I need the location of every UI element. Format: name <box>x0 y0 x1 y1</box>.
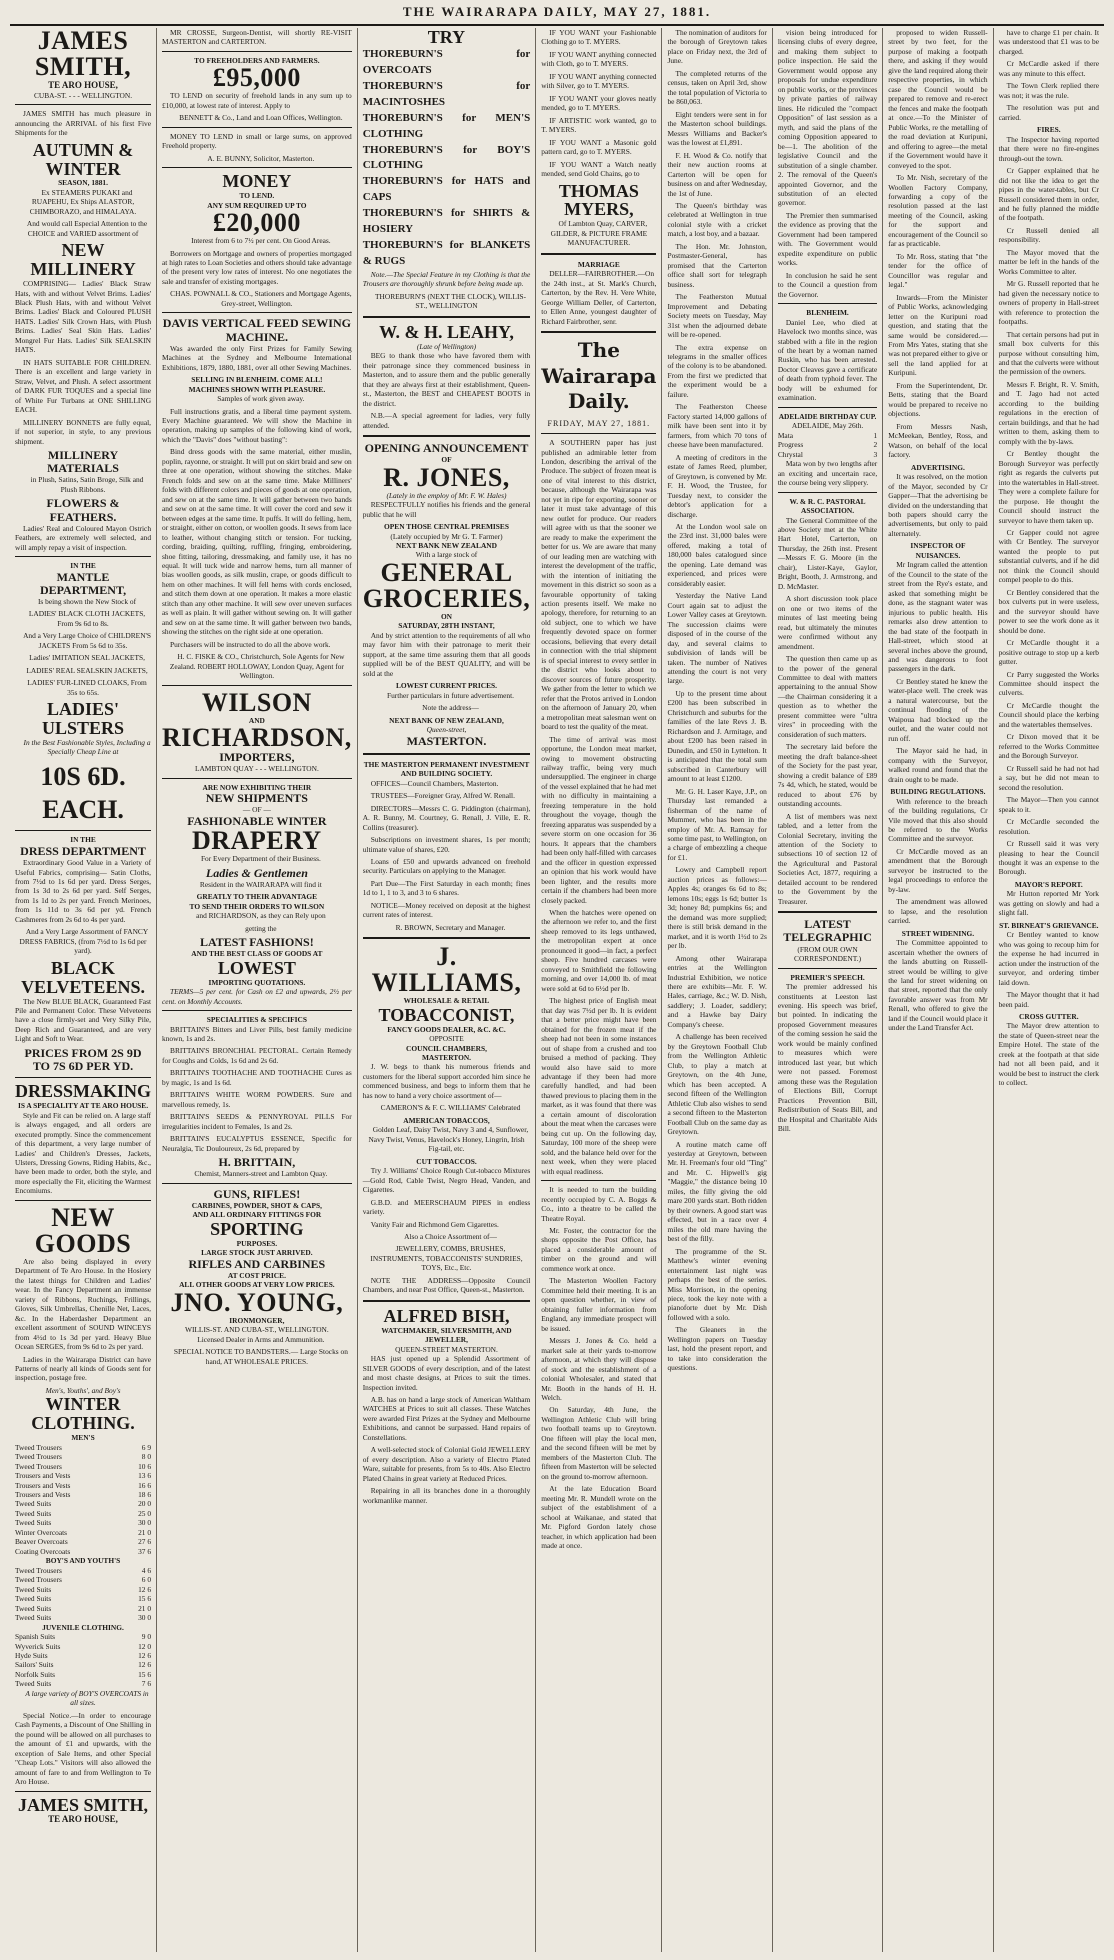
price-item: Tweed Suits <box>15 1499 52 1509</box>
price-value: 10 6 <box>138 1461 152 1471</box>
price-value: 20 0 <box>138 1499 152 1509</box>
price-row <box>15 1651 151 1660</box>
bish-heading: ALFRED BISH, <box>383 1305 510 1326</box>
price-row <box>15 1490 151 1499</box>
price-item: Tweed Trousers <box>15 1452 62 1462</box>
price-item: Mata <box>777 430 794 440</box>
wilson-heading: WILSON <box>201 687 312 717</box>
latest-telegraphic-heading: LATEST TELEGRAPHIC <box>783 917 872 945</box>
race-results <box>778 431 877 459</box>
velveteens-heading: VELVETEENS. <box>21 976 145 997</box>
price-item: Tweed Suits <box>15 1508 52 1518</box>
adelaide-heading: ADELAIDE BIRTHDAY CUP. <box>778 411 877 421</box>
price-row <box>15 1585 151 1594</box>
column-8: have to charge £1 per chain. It was understood that £1 was to be charged. Cr McCardle asked if there was any minute to this effect. The Town Clerk replied there was not; it was the rule. The resolution was put and carried. FIRES. The Inspector having reported that there were no fire-engines through-out the town. Cr Gapper explained that he did not like the idea to get the pipes in the water-tables, but Cr Russell considered them in order, and he fully planned the middle of the footpath. Cr Russell denied all responsibility. The Mayor moved that the matter be left in the hands of the Works Committee to alter. Mr G. Russell reported that he had given the necessary notice to owners of property in Hall-street with reference to protection the footpaths. That certain persons had put in small box culverts for this purpose without consulting him, and that the culverts were without the permission of the owners. Messrs F. Bright, R. V. Smith, and T. Jago had not acted according to the building regulations in the erection of certain buildings, and that he had written to them, asking them to comply with the by-laws. Cr Bentley thought the Borough Surveyor was perfectly right as regards the culverts put into the watertables in Hall-street. They were a complete failure for the purpose. He thought the Council should instruct the surveyor to have them taken up. Cr Gapper could not agree with Cr Bentley. The surveyor wanted the people to put substantial culverts, and if he did not think the Council should compel people to do this. Cr Bentley considered that the box culverts put in were useless, and the surveyor should have power to see the work done as it should be done. Cr McCardle thought it a positive outrage to stop up a kerb gutter. Cr Parry suggested the Works Committee should inspect the culverts. Cr McCardle thought the Council should place the kerbing and the watertables themselves. Cr Dixon moved that it be referred to the Works Committee and the Borough Surveyor. Cr Russell said he had not had a say, but he did not mean to second the resolution. The Mayor—Then you cannot speak to it. Cr McCardle seconded the resolution. Cr Russell said it was very pleasing to hear the Council thought it was an expense to the Borough. MAYOR'S REPORT. Mr Hutton reported Mr York was getting on slowly and had a slight fall. ST. BIRNEAT'S GRIEVANCE. Cr Bentley wanted to know who was going to recoup him for the expense he had incurred in action under the instruction of the surveyor, and ordering timber laid down. The Mayor thought that it had been paid. CROSS GUTTER. The Mayor drew attention to the state of Queen-street near the Empire Hotel. The state of the creek at the footpath at that side had not all been paid, and it would be best to instruct the clerk to collect. <box>998 28 1099 1088</box>
price-value: 4 6 <box>141 1565 152 1575</box>
price-row <box>15 1594 151 1603</box>
price-row <box>778 450 877 459</box>
price-value: 2 <box>873 440 878 450</box>
millinery-heading: MILLINERY <box>30 259 136 280</box>
price-item: Norfolk Suits <box>15 1669 56 1679</box>
price-row <box>15 1604 151 1613</box>
price-value: 21 0 <box>138 1527 152 1537</box>
price-row <box>15 1632 151 1641</box>
leahy-heading: W. & H. LEAHY, <box>379 321 514 342</box>
price-value: 8 0 <box>141 1452 152 1462</box>
premier-heading: PREMIER'S SPEECH. <box>790 972 865 982</box>
price-row <box>15 1528 151 1537</box>
column-7: proposed to widen Russell-street by two feet, for the purpose of making a footpath there, and asking if they would give the land required along their respective properties, in which case the Council would be prepared to remove and re-erect the fences and make the footpath at once.—To the Minister of Public Works, re the metalling of the road deviation at Kuripuni, and offering to agree—the metal if the Government would have it conveyed to the spot. To Mr. Nish, secretary of the Woollen Factory Company, forwarding a copy of the resolution passed at the last meeting of the Council, asking for the support and encouragement of the Council so far as practicable. To Mr. Ross, stating that "the tender for the office of Councillor was regular and legal." Inwards—From the Minister of Public Works, acknowledging letter on the Kuripuni road question, and stating that the same would be considered.—From Mrs Yates, stating that she was not prepared either to give or sell the land applied for at Kuripuni. From the Superintendent, Dr. Betts, stating that the Board would be prepared to receive no objections. From Messrs Nash, McMeekan, Bentley, Ross, and Watson, on behalf of the local factory. ADVERTISING. It was resolved, on the motion of the Mayor, seconded by Cr Gapper—That the advertising be divided on the understanding that both papers should carry the advertisements, but only to paid alternately. INSPECTOR OF NUISANCES. Mr Ingram called the attention of the Council to the state of the street from the Rye's estate, and asked that something might be done, as the stagnant water was injurious to public health. His remarks also drew attention to the bad state of the footpath in Hall-street, which stood at several inches above the ground, and was dangerous to foot passengers in the dark. Cr Bentley stated he knew the water-place well. The creek was a natural watercourse, but the continual flooding of the Waipoua had blocked up the outlet, and the water could not run off. The Mayor said he had, in company with the Surveyor, walked round and found that the drain ought to be made. BUILDING REGULATIONS. With reference to the breach of the building regulations, Cr Vile moved that this also should be referred to the Works Committee and the surveyor. Cr McCardle moved as an amendment that the Borough surveyor be instructed to the legal proceedings to enforce the by-law. The amendment was allowed to lapse, and the resolution carried. STREET WIDENING. The Committee appointed to ascertain whether the owners of the lands abutting on Russell-street would be willing to give the land for street widening on that street, reported that the only favorable answer was from Mr Renall, who offered to give the land if the Council would place it under the Land Transfer Act. <box>883 28 993 1952</box>
price-row <box>15 1518 151 1527</box>
price-item: Chrystal <box>777 449 803 459</box>
column-5: The nomination of auditors for the borough of Greytown takes place on Friday next, the 3rd of June. The completed returns of the census, taken on April 3rd, show the total population of Victoria to be 860,063. Eight tenders were sent in for the Masterton school buildings. Messrs Williams and Backer's was the lowest at £1,891. F. H. Wood & Co. notify that their new auction rooms at Carterton will be open for business on and after Wednesday, the 1st of June. The Queen's birthday was celebrated at Wellington in true colonial style with a cricket match, a lost boy, and a bazaar. The Hon. Mr. Johnston, Postmaster-General, has promised that the Carterton office shall sort for telegraph business. The Featherston Mutual Improvement and Debating Society meets on Tuesday, May 31st when the adjourned debate will be re-opened. The extra expense on telegrams in the smaller offices of the colony is to be abandoned. From the first we predicted that the experiment would be a failure. The Featherston Cheese Factory started 14,000 gallons of milk have been sent into it by farmers, from which 70 tons of cheese have been manufactured. A meeting of creditors in the estate of James Reed, plumber, of Greytown, is convened by Mr. F. H. Wood, the Trustee, for Tuesday next, to consider the debtor's application for a discharge. At the London wool sale on the 23rd inst. 31,000 bales were offered, making a total of 180,000 bales catalogued since the opening. Late demand was experienced, and prices were considerably easier. Yesterday the Native Land Court again sat to adjust the Lower Valley cases at Greytown. The succession claims were disposed of in the course of the day, and several claims to subdivision of lands will be taken. The number of Natives attending the court is not very large. Up to the present time about £200 has been subscribed in Christchurch and suburbs for the families of the late Revs J. B. Richardson and J. Armitage, and about £200 has been raised in Dunedin, and £50 in Lyttelton. It is anticipated that the total sum subscribed in Canterbury will amount to at least £1200. Mr. G. H. Laser Kaye, J.P., on Thursday last remanded a fisherman of the name of Mummer, who has been in the employ of Mr. A. Ramsay for some time past, to Wellington, on a charge of embezzling a cheque for £1. Lowry and Campbell report auction prices as follows:—Apples 4s; oranges 6s 6d to 8s; lemons 10s; eggs 1s 6d; butter 1s 3d; honey 8d; pumpkins 6s; and the demand was more supplied; there is still brisk demand in the market, and it is worth 1½d to 2s per lb. Among other Wairarapa entries at the Wellington Industrial Exhibition, we notice there are exhibits—Mr. F. W. Hales, carriage, &c.; W. D. Nish, saddlery; J. Loader, saddlery; and a Hawke bay Dairy Company's cheese. A challenge has been received by the Greytown Football Club from the Wellington Athletic Club, to play a match at Greytown, on the 4th June, which has been accepted. A second fifteen of the Wellington Athletic Club also wishes to send a second fifteen to the Masterton Football Club on the same day as Greytown. A routine match came off yesterday at Greytown, between Mr. H. Freeman's four old "Ting" and Mr. C. Hipwell's gig "Maggie," the distance being 10 miles, the filly giving the old mare 200 yards start. Both ridden by their owners. A good start was effected, but in a race over 4 miles the old mare having the best of the filly. The programme of the St. Matthew's winter evening entertainment last night was perhaps the best of the series. Miss Morrison, in the opening piece, took the key note with a pianoforte duet by Mr. Dish followed with a solo. The Gleaners in the Wellington papers on Tuesday last, hold the present report, and to take into consideration the questions. <box>662 28 772 1952</box>
price-item: Trousers and Vests <box>15 1480 71 1490</box>
price-value: 16 6 <box>138 1480 152 1490</box>
paper-date: FRIDAY, MAY 27, 1881. <box>547 418 651 428</box>
price-row <box>15 1462 151 1471</box>
price-row <box>15 1481 151 1490</box>
price-value: 3 <box>873 449 878 459</box>
price-row <box>15 1452 151 1461</box>
price-value: 6 0 <box>141 1575 152 1585</box>
try-heading: TRY <box>427 27 466 47</box>
jones-heading: R. JONES, <box>383 462 510 492</box>
dressmaking-heading: DRESSMAKING <box>15 1081 152 1102</box>
price-value: 6 9 <box>141 1442 152 1452</box>
mens-price-list <box>15 1443 151 1557</box>
price-row <box>15 1547 151 1556</box>
price-row <box>15 1499 151 1508</box>
drapery-heading: DRAPERY <box>192 826 322 856</box>
price-row <box>15 1443 151 1452</box>
masthead <box>10 0 1104 26</box>
myers-heading: THOMAS MYERS, <box>558 180 639 220</box>
column-1: JAMES SMITH, TE ARO HOUSE, CUBA-ST. - - - WELLINGTON. JAMES SMITH has much pleasure in announcing the ARRIVAL of his first Five Shipments for the AUTUMN & WINTER SEASON, 1881. Ex STEAMERS PUKAKI and RUAPEHU, Ex Ships ALASTOR, CHIMBORAZO, and HIMALAYA. And would call Especial Attention to the CHOICE and VARIED assortment of NEW MILLINERY COMPRISING— Ladies' Black Straw Hats, with and without Velvet Brims. Ladies' Black Plush Hats, with and without Velvet Brims. Ladies' Black and Coloured PLUSH HATS. Ladies' Silk Crown Hats, with Plush Brims. Ladies' Seal Skin Hats. Ladies' Mongrel Fur Hats. Ladies' Silk SEALSKIN HATS. IN HATS SUITABLE FOR CHILDREN. There is an excellent and large variety in Straw, Velvet, and Plush. A select assortment of DARK FUR TOQUES and a special line of White Fur Turbans at ONE SHILLING EACH. MILLINERY BONNETS are fully equal, if not superior, in style, to any previous shipment. MILLINERY MATERIALS in Plush, Satins, Satin Broge, Silk and Plush Ribbons. FLOWERS & FEATHERS. Ladies' Real and Coloured Mayon Ostrich Feathers, are extremely well selected, and will amply repay a visit of inspection. IN THE MANTLE DEPARTMENT, Is being shown the New Stock of LADIES' BLACK CLOTH JACKETS, From 9s 6d to 8s. And a Very Large Choice of CHILDREN'S JACKETS From 5s 6d to 35s. Ladies' IMITATION SEAL JACKETS, LADIES' REAL SEALSKIN JACKETS, LADIES' FUR-LINED CLOAKS, From 35s to 65s. LADIES' ULSTERS In the Best Fashionable Styles, Including a Specially Cheap Line at 10S 6D. EACH. IN THE DRESS DEPARTMENT Extraordinary Good Value in a Variety of Useful Fabrics, comprising— Satin Cloths, from 7½d to 1s 6d per yard. Dress Serges, from 1s 3d to 2s 6d per yard. Self Serges, from 1s 1d to 2s per yard. French Merinoes, from 1s 11d to 3s 6d per yd. French Cashmeres from 2s 6d to 4s per yard. And a Very Large Assortment of FANCY DRESS FABRICS, (from 7½d to 1s 6d per yard). BLACK VELVETEENS. The New BLUE BLACK, Guaranteed Fast Pile and Permanent Color. These Velveteens have a close firmly-set and Very Silky Pile, Deep Rich and Guaranteed, and are very Light and Soft to Wear. PRICES FROM 2S 9D TO 7S 6D PER YD. DRESSMAKING IS A SPECIALITY AT TE ARO HOUSE. Style and Fit can be relied on. A large staff is always engaged, and all orders are executed promptly. Since the commencement of this department, a very large number of Ladies' and Children's Dresses, Jackets, Ulsters, Dressing Gowns, Riding Habits, &c., have been made to order, both the style, and more especially the Fit, eliciting the Warmest Encomiums. NEW GOODS Are also being displayed in every Department of Te Aro House. In the Hosiery the latest things for Children and Ladies' wear. In the Fancy Department an immense variety of Ribbons, Ruchings, Frillings, Gloves, Silk Umbrellas, Chenille Net, Laces, &c. In the Haberdasher Department an excellent assortment of SOUND WINCEYS from 4½d to 1s 3d per yard. Heavy Blue Ocean SERGES, from 9s 6d to 2s per yard. Ladies in the Wairarapa District can have Patterns of nearly all kinds of Goods sent for inspection, postage free. Men's, Youths', and Boy's WINTER CLOTHING. MEN'S Tweed Trousers 6 9 Tweed Trousers 8 0 Tweed Trousers 10 6 Trousers and Vests 13 6 Trousers and Vests 16 6 Trousers and Vests 18 6 Tweed Suits 20 0 Tweed Suits 25 0 Tweed Suits 30 0 Winter Overcoats 21 0 Beaver Overcoats 27 6 Coating Overcoats 37 6 BOY'S AND YOUTH'S Tweed Trousers 4 6 Tweed Trousers 6 0 Tweed Suits 12 6 Tweed Suits 15 6 Tweed Suits 21 0 Tweed Suits 30 0 JUVENILE CLOTHING. Spanish Suits 9 0 Wyverick Suits 12 0 Hyde Suits 12 6 Sailors' Suits 12 6 Norfolk Suits 15 6 Tweed Suits 7 6 A large variety of BOY'S OVERCOATS in all sizes. Special Notice.—In order to encourage Cash Payments, a Discount of One Shilling in the pound will be allowed on all purchases to the amount of £1 and upwards, with the exception of Sale Items, and other Special "Cheap Lots." Visitors will also allowed the amount of fare to and from Wellington to Te Aro House. JAMES SMITH, TE ARO HOUSE, <box>10 28 157 1952</box>
price-item: Beaver Overcoats <box>15 1537 68 1547</box>
thoreburn-line: THOREBURN'S for MACINTOSHES <box>362 79 531 108</box>
price-item: Tweed Trousers <box>15 1565 62 1575</box>
thoreburn-list <box>363 47 531 270</box>
davis-heading: DAVIS VERTICAL FEED SEWING MACHINE. <box>162 316 351 344</box>
blenheim-heading: BLENHEIM. <box>806 308 849 318</box>
clothing-heading: CLOTHING. <box>31 1413 135 1434</box>
price-value: 12 6 <box>138 1660 152 1670</box>
price-item: Tweed Suits <box>15 1603 52 1613</box>
price-item: Tweed Suits <box>15 1518 52 1528</box>
columns <box>10 28 1104 1952</box>
thoreburn-line: THOREBURN'S for BLANKETS & RUGS <box>362 239 531 268</box>
boys-price-list <box>15 1566 151 1623</box>
new-goods-heading: NEW GOODS <box>34 1202 132 1258</box>
price-value: 7 6 <box>141 1679 152 1689</box>
column-2: MR CROSSE, Surgeon-Dentist, will shortly RE-VISIT MASTERTON and CARTERTON. TO FREEHOLDERS AND FARMERS. £95,000 TO LEND on security of freehold lands in any sum up to £10,000, at lowest rate of interest. Apply to BENNETT & Co., Land and Loan Offices, Wellington. MONEY TO LEND in small or large sums, on approved Freehold property. A. E. BUNNY, Solicitor, Masterton. MONEY TO LEND. ANY SUM REQUIRED UP TO £20,000 Interest from 6 to 7½ per cent. On Good Areas. Borrowers on Mortgage and owners of properties mortgaged at high rates to Loan Societies and others should take advantage of the present very low rates of interest. No one negotiates the sale and transfer of existing mortgages. CHAS. POWNALL & CO., Stationers and Mortgage Agents, Grey-street, Wellington. DAVIS VERTICAL FEED SEWING MACHINE. Was awarded the only First Prizes for Family Sewing Machines at the Sydney and Melbourne International Exhibitions, 1879, 1880, 1881, over all other Sewing Machines. SELLING IN BLENHEIM. COME ALL! MACHINES SHOWN WITH PLEASURE. Samples of work given away. Full instructions gratis, and a liberal time payment system. Every Machine guaranteed. We will show the Machine in operation, making up samples of the following kind of work, which the "Davis" does "without basting": Bind dress goods with the same material, either muslin, poplin, rayonne, or straight. It will put on skirt braid and sew on three at one operation, without showing the stitches. Make French folds and sew on at the same time. Make Milliners' folds with different colors and pieces of goods at one operation, and sew on at the same time. It will gather between two bands and sew on at the same time. It will cover the cord and sew it between edges at the same time. It puffs. It will do felling, hem, or straight, either on cotton, or woollen goods. It sews from lace to leather, without changing stitch or tension. For tucking, cording, braiding, quilting, ruffling, fringing, embroidering, shoe fitting, tailoring, dressmaking, and family use, it has no equal. It will tuck wide and narrow hems, turn all manner of bias woollen goods, as silk muslin, crape, or goods difficult to hem on other machines. It will fell hems with cords enclosed, and stitch them down at one operation. It makes a more elastic stitch than any other machine. It will sew over uneven surfaces as well as plain. It will gather without sewing on. It will gather and sew on at the same time. It will gather between two bands, showing the stitches on the right side at one operation. Purchasers will be instructed to do all the above work. H. C. FISKE & CO., Christchurch, Sole Agents for New Zealand. ROBERT HOLLOWAY, London Quay, Agent for Wellington. WILSON AND RICHARDSON, IMPORTERS, LAMBTON QUAY - - - WELLINGTON. ARE NOW EXHIBITING THEIR NEW SHIPMENTS — OF — FASHIONABLE WINTER DRAPERY For Every Department of their Business. Ladies & Gentlemen Resident in the WAIRARAPA will find it GREATLY TO THEIR ADVANTAGE TO SEND THEIR ORDERS TO WILSON and RICHARDSON, as they can Rely upon getting the LATEST FASHIONS! AND THE BEST CLASS OF GOODS AT LOWEST IMPORTING QUOTATIONS. TERMS—5 per cent. for Cash on £2 and upwards, 2½ per cent. on Monthly Accounts. SPECIALITIES & SPECIFICS BRITTAIN'S Bitters and Liver Pills, best family medicine known, 1s and 2s. BRITTAIN'S BRONCHIAL PECTORAL. Certain Remedy for Coughs and Colds, 1s 6d and 2s 6d. BRITTAIN'S TOOTHACHE AND TOOTHACHE Cures as by magic, 1s and 1s 6d. BRITTAIN'S WHITE WORM POWDERS. Sure and marvellous remedy, 1s. BRITTAIN'S SEEDS & PENNYROYAL PILLS For irregularities incident to Females, 1s and 2s. BRITTAIN'S EUCALYPTUS ESSENCE, Specific for Neuralgia, Tic Douloureux, 2s 6d, prepared by H. BRITTAIN, Chemist, Manners-street and Lambton Quay. GUNS, RIFLES! CARBINES, POWDER, SHOT & CAPS, AND ALL ORDINARY FITTINGS FOR SPORTING PURPOSES. LARGE STOCK JUST ARRIVED. RIFLES AND CARBINES AT COST PRICE. ALL OTHER GOODS AT VERY LOW PRICES. JNO. YOUNG, IRONMONGER, WILLIS-ST. AND CUBA-ST., WELLINGTON. Licensed Dealer in Arms and Ammunition. SPECIAL NOTICE TO BANDSTERS.— Large Stocks on hand, AT WHOLESALE PRICES. <box>157 28 358 1952</box>
price-value: 21 0 <box>138 1603 152 1613</box>
thoreburn-line: THOREBURN'S for SHIRTS & HOSIERY <box>362 207 531 236</box>
price-item: Tweed Trousers <box>15 1442 62 1452</box>
paper-title: The Wairarapa Daily. <box>541 338 657 414</box>
price-value: 12 6 <box>138 1650 152 1660</box>
price-value: 12 0 <box>138 1641 152 1651</box>
marriage-heading: MARRIAGE <box>577 259 620 269</box>
price-item: Winter Overcoats <box>15 1527 68 1537</box>
price-row <box>15 1660 151 1669</box>
pastoral-heading: W. & R. C. PASTORAL ASSOCIATION. <box>789 496 866 516</box>
column-4: IF YOU WANT your Fashionable Clothing go to T. MYERS. IF YOU WANT anything connected with Cloth, go to T. MYERS. IF YOU WANT anything connected with Silver, go to T. MYERS. IF YOU WANT your gloves neatly mended, go to T. MYERS. IF ARTISTIC work wanted, go to T. MYERS. IF YOU WANT a Masonic gold pattern card, go to T. MYERS. IF YOU WANT a Watch neatly mended, send Gold Chains, go to THOMAS MYERS, Of Lambton Quay, CARVER, GILDER, & PICTURE FRAME MANUFACTURER. MARRIAGE DELLER—FAIRBROTHER.—On the 24th inst., at St. Mark's Church, Carterton, by the Rev. H. Vere White, George William Deller, of Carterton, to Ellen Anne, youngest daughter of Richard Fairbrother, senr. The Wairarapa Daily. FRIDAY, MAY 27, 1881. A SOUTHERN paper has just published an admirable letter from London, describing the arrival of the Produce. The subject of frozen meat is one of vital interest to this district, because, although the Wairarapa was not yet in ripe for exporting, sooner or later it must take advantage of this new outlet for produce. Our readers will agree with us that the sooner we are ready to make the experiment the better for us. We are aware that many of our leading men are watching with interest the development of the traffic, with the intention of initiating the movement in this district so soon as a favourable opportunity of taking action presents itself. We make no apology, therefore, for returning to an old subject, one to which we have frequently devoted space on former occasions, believing that every detail in connection with the trial shipment is of special interest to every settler in the district who looks about to discover sources of future prosperity. We gather from the letter to which we refer that the Protos arrived in London on the afternoon of January 20, when a metropolitan meat salesman went on board to test the quality of the meat. The time of arrival was most opportune, the London meat market, owing to movement obstructing railway traffic, being very much undersupplied. The engineer in charge of the vessel explained that he had met with no difficulty in maintaining a freezing temperature in the hold throughout the voyage, though the freezing apparatus was suspended by a severe storm on one occasion for 36 hours. It appears that the chambers had been only half-filled with carcases and the officer in question expressed an opinion that his work would have been lighter, and the results more certain if the chambers had been more closely packed. When the hatches were opened on the afternoon we refer to, and the first sheep removed to its legs unthawed, the metropolitan expert at once pronounced it good—in fact, a perfect sheep. Five hundred carcases were conveyed to Smithfield the following morning, and over 14,000 lb. of meat were sold at 6d to 6½d per lb. The highest price of English meat that day was 7½d per lb. It is evident that a better price might have been obtained for the frozen meat if the sheep had not been in some instances out of shape from a crushed and too bruised a method of packing. They would also have said to more advantage if they been had more carefully handled, and had been thawed previous to placing them in the market, as it was found that there was a certain amount of discoloration about the meat when the carcases were being cut up. On the following day, Saturday, 100 more of the sheep were sold, and the balance held over for the next week, when they were placed with equal readiness. It is needed to turn the building recently occupied by C. A. Boggs & Co., into a theatre to be called the Theatre Royal. Mr. Foster, the contractor for the shops opposite the Post Office, has placed a considerable amount of timber on the ground and will commence work at once. The Masterton Woollen Factory Committee held their meeting. It is an open question whether, in view of obtaining fuller information from England, any immediate prospect will be issued. Messrs J. Jones & Co. held a market sale at their yards to-morrow afternoon, at which they will dispose of stock and the establishment of a colonial Wholesaler, and stated that Mr. Booth in the hands of H. H. Welch. On Saturday, 4th June, the Wellington Athletic Club will bring two football teams up to Greytown. One fifteen will play the local men, and the second fifteen will be met by members of the Masterton Club. The fifteen from Masterton will be selected on the ground to-morrow afternoon. At the late Education Board meeting Mr. R. Mundell wrote on the subject of the establishment of a school at Waikanae, and stated that Mr. Pigford Gordon lately chose teacher, in which application had been made at once. <box>536 28 662 1952</box>
price-row <box>15 1575 151 1584</box>
price-item: Sailors' Suits <box>15 1660 54 1670</box>
williams-heading: J. WILLIAMS, <box>371 942 522 998</box>
money-heading: MONEY <box>222 171 292 192</box>
juvenile-price-list <box>15 1632 151 1689</box>
thoreburn-line: THOREBURN'S for MEN'S CLOTHING <box>362 111 531 140</box>
price-row <box>15 1537 151 1546</box>
price-row <box>778 440 877 449</box>
price-item: Coating Overcoats <box>15 1546 71 1556</box>
thoreburn-line: THOREBURN'S for HATS and CAPS <box>362 175 531 204</box>
price-item: Tweed Suits <box>15 1679 52 1689</box>
price-value: 15 6 <box>138 1594 152 1604</box>
price-value: 1 <box>873 430 878 440</box>
price-value: 30 0 <box>138 1613 152 1623</box>
price-item: Wyverick Suits <box>15 1641 61 1651</box>
price-row <box>15 1509 151 1518</box>
thoreburn-line: THOREBURN'S for BOY'S CLOTHING <box>362 143 531 172</box>
price-value: 12 6 <box>138 1584 152 1594</box>
price-item: Trousers and Vests <box>15 1490 71 1499</box>
price-item: Tweed Suits <box>15 1594 52 1604</box>
price-row <box>15 1679 151 1688</box>
guns-heading: GUNS, RIFLES! <box>213 1186 301 1201</box>
ad-smith-name: JAMES SMITH, <box>34 26 132 81</box>
price-value: 9 0 <box>141 1632 152 1642</box>
price-item: Tweed Suits <box>15 1584 52 1594</box>
autumn-winter-heading: AUTUMN & WINTER <box>32 139 134 179</box>
mantle-heading: MANTLE DEPARTMENT, <box>39 569 127 597</box>
price-row <box>15 1613 151 1622</box>
price-row <box>778 431 877 440</box>
price-value: 15 6 <box>138 1669 152 1679</box>
price-item: Tweed Trousers <box>15 1461 62 1471</box>
price-value: 18 6 <box>138 1490 152 1499</box>
price-item: Tweed Trousers <box>15 1575 62 1585</box>
price-row <box>15 1566 151 1575</box>
price-row <box>15 1670 151 1679</box>
price-value: 13 6 <box>138 1471 152 1481</box>
price-item: Progress <box>777 440 804 450</box>
dress-heading: DRESS DEPARTMENT <box>20 843 146 858</box>
price-value: 27 6 <box>138 1537 152 1547</box>
price-item: Trousers and Vests <box>15 1471 71 1481</box>
price-item: Spanish Suits <box>15 1632 56 1642</box>
price-row <box>15 1471 151 1480</box>
price-item: Tweed Suits <box>15 1613 52 1623</box>
thoreburn-line: THOREBURN'S for OVERCOATS <box>362 47 531 76</box>
column-3: TRY THOREBURN'S for OVERCOATS THOREBURN'S for MACINTOSHES THOREBURN'S for MEN'S CLOTHING THOREBURN'S for BOY'S CLOTHING THOREBURN'S for HATS and CAPS THOREBURN'S for SHIRTS & HOSIERY THOREBURN'S for BLANKETS & RUGS Note.—The Special Feature in my Clothing is that the Trousers are thoroughly shrunk before being made up. THOREBURN'S (NEXT THE CLOCK), WILLIS-ST., WELLINGTON W. & H. LEAHY, (Late of Wellington) BEG to thank those who have favored them with their patronage since they commenced business in Masterton, and to assure them and the public generally that they are always first at their establishment, Queen-st., Masterton, the BEST and CHEAPEST BOOTS in the district. N.B.—A special agreement for ladies, very fully attended. OPENING ANNOUNCEMENT OF R. JONES, (Lately in the employ of Mr. F. W. Hales) RESPECTFULLY notifies his friends and the general public that he will OPEN THOSE CENTRAL PREMISES (Lately occupied by Mr G. T. Farmer) NEXT BANK NEW ZEALAND With a large stock of GENERAL GROCERIES, ON SATURDAY, 28TH INSTANT, And by strict attention to the requirements of all who may favor him with their patronage to merit their support, at the same time assuring them that all goods supplied will be of the BEST QUALITY, and will be sold at the LOWEST CURRENT PRICES. Further particulars in future advertisement. Note the address— NEXT BANK OF NEW ZEALAND, Queen-street, MASTERTON. THE MASTERTON PERMANENT INVESTMENT AND BUILDING SOCIETY. OFFICES—Council Chambers, Masterton. TRUSTEES—Foreigner Gray, Alfred W. Renall. DIRECTORS—Messrs C. G. Piddington (chairman), A. R. Bunny, M. Courtney, G. Renall, J. Ville, E. R. Collins (treasurer). Subscriptions on investment shares, 1s per month; ultimate value of shares, £20. Loans of £50 and upwards advanced on freehold security. Particulars on applying to the Manager. Part Due—The First Saturday in each month; fines 1d to 1, 1 to 3, and 3 to 6 shares. NOTICE—Money received on deposit at the highest current rates of interest. R. BROWN, Secretary and Manager. J. WILLIAMS, WHOLESALE & RETAIL TOBACCONIST, FANCY GOODS DEALER, &C. &C. OPPOSITE COUNCIL CHAMBERS, MASTERTON. J. W. begs to thank his numerous friends and customers for the liberal support accorded him since he commenced business, and begs to inform them that he has now to hand a very choice assortment of— CAMERON'S & F. C. WILLIAMS' Celebrated AMERICAN TOBACCOS, Golden Leaf, Daisy Twist, Navy 3 and 4, Sunflower, Navy Twist, Venus, Havelock's Honey, Lingrin, Irish Fig-tail, etc. CUT TOBACCOS. Try J. Williams' Choice Rough Cut-tobacco Mixtures—Gold Rod, Cable Twist, Negro Head, Vanden, and Cigarettes. G.B.D. and MEERSCHAUM PIPES in endless variety. Vanity Fair and Richmond Gem Cigarettes. Also a Choice Assortment of— JEWELLERY, COMBS, BRUSHES, INSTRUMENTS, TOBACCONISTS' SUNDRIES, TOYS, Etc., Etc. NOTE THE ADDRESS—Opposite Council Chambers, and near Post Office, Queen-st., Masterton. ALFRED BISH, WATCHMAKER, SILVERSMITH, AND JEWELLER, QUEEN-STREET MASTERTON. HAS just opened up a Splendid Assortment of SILVER GOODS of every description, and of the latest and most chaste designs, at Prices to suit the times. Inspection invited. A.B. has on hand a large stock of American Waltham WATCHES at Prices to suit all classes. These Watches were awarded First Prizes at the Sydney and Melbourne Exhibitions, and cannot be surpassed. Hand repairs of Constellations. A well-selected stock of Colonial Gold JEWELLERY of every description. Also a variety of Electro Plated Ware, suitable for presents, from 5s to 40s. Also Electro Plated Chains in great variety at Reduced Prices. Repairing in all its branches done in a thoroughly workmanlike manner. <box>358 28 537 1952</box>
jno-young-heading: JNO. YOUNG, <box>170 1287 344 1317</box>
price-value: 37 6 <box>138 1546 152 1556</box>
price-item: Hyde Suits <box>15 1650 48 1660</box>
price-value: 30 0 <box>138 1518 152 1528</box>
price-row <box>15 1642 151 1651</box>
column-6: vision being introduced for licensing clubs of every degree, and making them subject to police inspection. He said the Government would oppose any proposals for undue expenditure on public works, or the provinces by private parties of railway lines. He ridiculed the "compact Opposition" of last session as a myth, and said the plans of the coming Opposition appeared to be—1. The abolition of the legislative Council and the substitution of a single chamber. 2. The removal of the Queen's appointed Governor, and the substitution of an elected governor. The Premier then summarised the evidence as proving that the Government had been tampered with. The Government would expedite expenditure on public works. In conclusion he said he sent to the Council a question from the Governor. BLENHEIM. Daniel Lee, who died at Havelock two months since, was stabbed with a file in the region of the heart by a woman named Ruskin, who has been arrested. Doctor Cleaves gave a certificate of death from typhoid fever. The body will be exhumed for examination. ADELAIDE BIRTHDAY CUP. ADELAIDE, May 26th. Mata 1 Progress 2 Chrystal 3 Mata won by two lengths after an exciting and uncertain race, the course being very slippery. W. & R. C. PASTORAL ASSOCIATION. The General Committee of the above Society met at the White Hart Hotel, Carterton, on Thursday, the 26th inst. Present—Messrs F. G. Moore (in the chair), Lister-Kaye, Gaylor, Bright, Booth, J. Armstrong, and D. McMaster. A short discussion took place on one or two items of the minutes of last meeting being read, but ultimately the minutes were confirmed without any amendment. The question then came up as to the power of the general Committee to deal with matters appertaining to the annual Show—the Chairman considering it a question as to whether the present committee were "ultra vires" in proceeding with the consideration of such matters. The secretary laid before the meeting the draft balance-sheet of the Society for the past year, showing a credit balance of £89 7s 4d, which, he stated, would be reduced to about £76 by outstanding accounts. A list of members was next tabled, and a letter from the Colonial Secretary, inviting the attention of the Society to subsections 10 of section 12 of the Agricultural and Pastoral Societies Act, 1877, requiring a detailed account to be rendered to the Government by the Treasurer. LATEST TELEGRAPHIC (FROM OUR OWN CORRESPONDENT.) PREMIER'S SPEECH. The premier addressed his constituents at Leeston last evening. His speech was brief, but pointed. In indicating the proposed Government measures of the coming session he said the work would be mainly confined to measures which were introduced last year, but which were not passed. Foremost among these was the Regulation of Elections Bill, Corrupt Practices Prevention Bill, Redistribution of Seats Bill, and the Hospital and Charitable Aids Bill. <box>773 28 883 1952</box>
masthead-title: THE WAIRARAPA DAILY, MAY 27, 1881. <box>402 4 712 19</box>
price-value: 25 0 <box>138 1508 152 1518</box>
